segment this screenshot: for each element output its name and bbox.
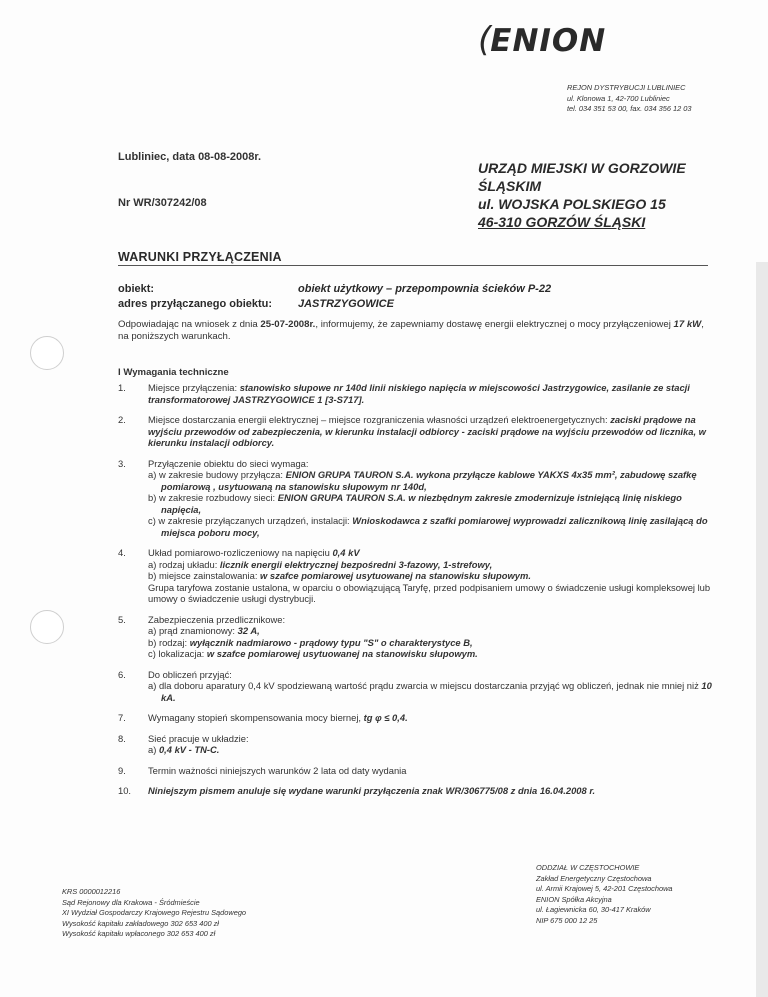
addressee-line: URZĄD MIEJSKI W GORZOWIE [478,160,686,176]
list-item: 2. Miejsce dostarczania energii elektrycznej – miejsce rozgraniczenia własności urządzeń elektroenergetycznych: zaciski prądowe na wyjściu przewodów od zabezpieczenia, w kierunku instalacji odbiorcy - zaciski prądowe na wyjściu przewodów od licznika, w kierunku instalacji odbiorcy. [118,414,706,448]
company-logo: (ENION [478,20,607,60]
reference-number: Nr WR/307242/08 [118,197,207,209]
section-heading: I Wymagania techniczne [118,367,229,378]
branch-street: ul. Klonowa 1, 42-700 Lubliniec [567,93,670,103]
list-item: 5. Zabezpieczenia przedlicznikowe: a) prąd znamionowy: 32 A, b) rodzaj: wyłącznik nadmiarowo - prądowy typu "S" o charakterystyce B, c) lokalizacja: w szafce pomiarowej usytuowanej na stanowisku słupowym. [118,613,478,659]
addressee-block [478,159,686,231]
object-value: obiekt użytkowy – przepompownia ścieków P-22 [298,283,552,295]
list-item: 4. Układ pomiarowo-rozliczeniowy na napięciu 0,4 kV a) rodzaj układu: licznik energii elektrycznej bezpośredni 3-fazowy, 1-strefowy, b) miejsce zainstalowania: w szafce pomiarowej usytuowanej na stanowisku słupowym. Grupa taryfowa zostanie ustalona, w oparciu o obowiązującą Taryfę, przed podpisaniem umowy o świadczenie usługi kompleksowej lub umowy o świadczenie usługi dystrybucji. [118,547,711,604]
object-labels [118,282,272,312]
address-value: JASTRZYGOWICE [298,298,394,310]
object-values [298,282,551,312]
scan-edge-shadow [756,262,768,997]
address-label: adres przyłączanego obiektu: [118,298,273,310]
list-item: 1. Miejsce przyłączenia: stanowisko słupowe nr 140d linii niskiego napięcia w miejscowości Jastrzygowice, zasilanie ze stacji transformatorowej JASTRZYGOWICE 1 [3-S717]. [118,382,690,405]
heading-rule [118,265,708,266]
document-heading: WARUNKI PRZYŁĄCZENIA [118,250,282,264]
branch-phone: tel. 034 351 53 00, fax. 034 356 12 03 [567,104,692,113]
list-item: 6. Do obliczeń przyjąć: a) dla doboru aparatury 0,4 kV spodziewaną wartość prądu zwarcia w miejscu dostarczania przyjąć wg obliczeń, jednak nie mniej niż 10 kA. [118,668,712,703]
list-item: 10. Niniejszym pismem anuluje się wydane warunki przyłączenia znak WR/306775/08 z dnia 16.04.2008 r. [118,785,596,796]
requirements-list [118,382,718,806]
punch-hole [30,336,64,370]
list-item: 7. Wymagany stopień skompensowania mocy biernej, tg φ ≤ 0,4. [118,712,408,723]
addressee-line: ŚLĄSKIM [478,178,541,194]
list-item: 8. Sieć pracuje w układzie: a) 0,4 kV - TN-C. [118,732,249,755]
addressee-line: ul. WOJSKA POLSKIEGO 15 [478,196,666,212]
letter-date: Lubliniec, data 08-08-2008r. [118,151,262,163]
addressee-line: 46-310 GORZÓW ŚLĄSKI [478,214,646,230]
footer-registry: KRS 0000012216 Sąd Rejonowy dla Krakowa - Śródmieście XI Wydział Gospodarczy Krajowego Rejestru Sądowego Wysokość kapitału zakładowego 302 653 400 zł Wysokość kapitału wpłaconego 302 653 400 zł [62,887,247,938]
branch-name: REJON DYSTRYBUCJI LUBLINIEC [567,83,686,92]
punch-hole [30,610,64,644]
branch-address [567,83,692,115]
list-item: 3. Przyłączenie obiektu do sieci wymaga: a) w zakresie budowy przyłącza: ENION GRUPA TAURON S.A. wykona przyłącze kablowe YAKXS 4x35 mm², zabudowę szafkę pomiarową , usytuowaną na stanowisku słupowym nr 140d, b) w zakresie rozbudowy sieci: ENION GRUPA TAURON S.A. w niezbędnym zakresie zmodernizuje istniejącą linię niskiego napięcia, c) w zakresie przyłączanych urządzeń, instalacji: Wnioskodawca z szafki pomiarowej wyprowadzi zalicznikową linię zasilającą do miejsca poboru mocy, [118,457,708,538]
intro-paragraph: Odpowiadając na wniosek z dnia 25-07-2008r., informujemy, że zapewniamy dostawę energii elektrycznej o mocy przyłączeniowej 17 kW, na poniższych warunkach. [118,319,704,342]
list-item: 9. Termin ważności niniejszych warunków 2 lata od daty wydania [118,764,407,776]
footer-company: ODDZIAŁ W CZĘSTOCHOWIE Zakład Energetyczny Częstochowa ul. Armii Krajowej 5, 42-201 Częstochowa ENION Spółka Akcyjna ul. Łagiewnicka 60, 30-417 Kraków NIP 675 000 12 25 [536,863,673,925]
object-label: obiekt: [118,283,155,295]
